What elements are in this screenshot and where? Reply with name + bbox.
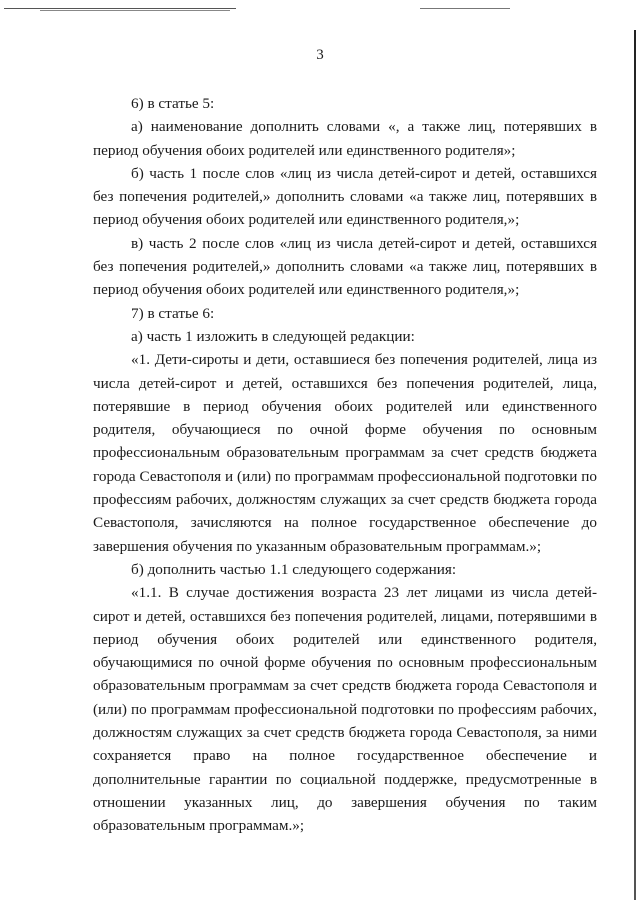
paragraph-7: 7) в статье 6: <box>131 304 215 322</box>
paragraph-6a: а) наименование дополнить словами «, а также лиц, потерявших в период обучения обоих родителей или единственного родителя»; <box>93 118 597 159</box>
page-number: 3 <box>316 47 324 63</box>
paragraph-7a: а) часть 1 изложить в следующей редакции: <box>131 327 415 345</box>
paragraph-6: 6) в статье 5: <box>131 95 215 112</box>
paragraph-7a-text: «1. Дети-сироты и дети, оставшиеся без попечения родителей, лица из числа детей-сирот и детей, оставшихся без попечения родителей, лица, потерявшие в период обучения обоих родителей или единственного родителя, обучающиеся по очной форме обучения по основным профессиональным образовательным программам за счет средств бюджета города Севастополя и (или) по программам профессиональной подготовки по профессиям рабочих, должностям служащих за счет средств бюджета города Севастополя, зачисляются на полное государственное обеспечение до завершения обучения по указанным образовательным программам.»; <box>93 351 597 555</box>
scan-artifact-right-edge <box>634 30 636 900</box>
paragraph-6v: в) часть 2 после слов «лиц из числа детей-сирот и детей, оставшихся без попечения родителей,» дополнить словами «а также лиц, потерявших в период обучения обоих родителей или единственного родителя,»; <box>93 234 597 299</box>
paragraph-6b: б) часть 1 после слов «лиц из числа детей-сирот и детей, оставшихся без попечения родителей,» дополнить словами «а также лиц, потерявших в период обучения обоих родителей или единственного родителя,»; <box>93 164 597 229</box>
paragraph-7b-text: «1.1. В случае достижения возраста 23 лет лицами из числа детей-сирот и детей, оставшихся без попечения родителей, лицами, потерявшими в период обучения обоих родителей или единственного родителя, обучающимися по очной форме обучения по основным профессиональным образовательным программам за счет средств бюджета города Севастополя и (или) по программам профессиональной подготовки по профессиям рабочих, должностям служащих за счет средств бюджета города Севастополя, за ними сохраняется право на полное государственное обеспечение и дополнительные гарантии по социальной поддержке, предусмотренные в отношении указанных лиц, до завершения обучения по таким образовательным программам.»; <box>93 584 597 835</box>
paragraph-7b: б) дополнить частью 1.1 следующего содержания: <box>131 560 457 578</box>
document-body <box>93 92 597 838</box>
scan-artifact-top <box>0 0 640 16</box>
